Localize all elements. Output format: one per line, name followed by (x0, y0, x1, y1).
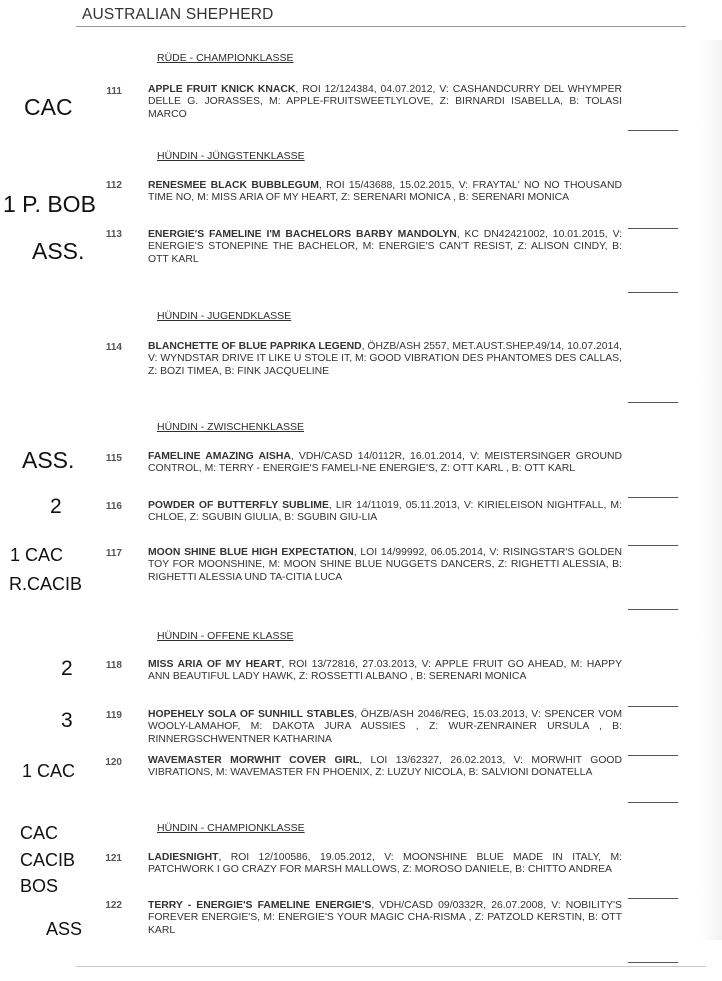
dog-name: WAVEMASTER MORWHIT COVER GIRL (148, 755, 360, 766)
dog-name: TERRY - ENERGIE'S FAMELINE ENERGIE'S (148, 900, 372, 911)
dog-name: HOPEHELY SOLA OF SUNHILL STABLES (148, 709, 355, 720)
dog-name: POWDER OF BUTTERFLY SUBLIME (148, 500, 329, 511)
dog-name: RENESMEE BLACK BUBBLEGUM (148, 180, 319, 191)
dog-details: , LOI 13/62327, 26.02.2013, V: MORWHIT GOOD VIBRATIONS, M: WAVEMASTER FN PHOENIX, Z: LUZUY NICOLA, B: SALVIONI DONATELLA (148, 755, 622, 779)
award-annotation: ASS (46, 919, 83, 939)
entry-number: 116 (105, 501, 122, 512)
dog-details: , ROI 12/100586, 19.05.2012, V: MOONSHINE BLUE MADE IN ITALY, M: PATCHWORK I GO CRAZY FOR MARSH MALLOWS, Z: MOROSO DANIELE, B: CHITTO ANDREA (148, 852, 622, 876)
placement-blank (628, 402, 678, 403)
dog-entry (148, 341, 622, 378)
breed-title: AUSTRALIAN SHEPHERD (82, 6, 274, 23)
section-heading: RÜDE - CHAMPIONKLASSE (157, 52, 294, 64)
section-heading: HÜNDIN - OFFENE KLASSE (157, 630, 294, 642)
dog-entry (148, 451, 622, 476)
award-annotation: 2 (61, 657, 73, 680)
award-annotation: CAC (24, 94, 73, 120)
award-annotation: R.CACIB (9, 574, 83, 594)
dog-entry (148, 180, 622, 205)
section-heading: HÜNDIN - CHAMPIONKLASSE (157, 822, 305, 834)
award-annotation: 3 (61, 709, 73, 732)
placement-blank (628, 706, 678, 707)
placement-blank (628, 545, 678, 546)
dog-entry (148, 755, 622, 780)
dog-details: , ÖHZB/ASH 2557, MET.AUST.SHEP.49/14, 10.07.2014, V: WYNDSTAR DRIVE IT LIKE U STOLE IT, M: GOOD VIBRATION DES PHANTOMES DES CALLAS, Z: BOZI TIMEA, B: FINK JACQUELINE (148, 341, 622, 377)
placement-blank (628, 962, 678, 963)
award-annotation: CACIB (20, 850, 76, 870)
section-heading: HÜNDIN - JUGENDKLASSE (157, 310, 292, 322)
dog-entry (148, 229, 622, 266)
bottom-rule (76, 966, 706, 967)
entry-number: 111 (106, 86, 122, 97)
dog-details: , VDH/CASD 09/0332R, 26.07.2008, V: NOBILITY'S FOREVER ENERGIE'S, M: ENERGIE'S YOUR MAGIC CHA-RISMA , Z: PATZOLD KERSTIN, B: OTT KARL (148, 900, 622, 936)
placement-blank (628, 898, 678, 899)
dog-details: , KC DN42421002, 10.01.2015, V: ENERGIE'S STONEPINE THE BACHELOR, M: ENERGIE'S CAN'T RESIST, Z: ALISON CINDY, B: OTT KARL (148, 229, 622, 265)
placement-blank (628, 497, 678, 498)
entry-number: 121 (105, 853, 122, 864)
entry-number: 115 (105, 453, 122, 464)
placement-blank (628, 802, 678, 803)
entry-number: 122 (105, 900, 122, 911)
entry-number: 120 (105, 757, 122, 768)
entry-number: 117 (105, 548, 122, 559)
award-annotation: 2 (50, 495, 62, 518)
entry-number: 118 (105, 660, 122, 671)
dog-name: BLANCHETTE OF BLUE PAPRIKA LEGEND (148, 341, 362, 352)
dog-details: , ROI 13/72816, 27.03.2013, V: APPLE FRUIT GO AHEAD, M: HAPPY ANN BEAUTIFUL LADY HAWK, Z: ROSSETTI ALBANO , B: SERENARI MONICA (148, 659, 622, 683)
dog-details: , ÖHZB/ASH 2046/REG, 15.03.2013, V: SPENCER VOM WOOLY-LAMAHOF, M: DAKOTA JURA AUSSIES , Z: WUR-ZENRAINER URSULA , B: RINNERGSCHWENTNER KATHARINA (148, 709, 622, 745)
entry-number: 113 (105, 229, 122, 240)
award-annotation: CAC (20, 823, 59, 843)
section-heading: HÜNDIN - JÜNGSTENKLASSE (157, 150, 305, 162)
dog-details: , VDH/CASD 14/0112R, 16.01.2014, V: MEISTERSINGER GROUND CONTROL, M: TERRY - ENERGIE'S FAMELI-NE ENERGIE'S, Z: OTT KARL , B: OTT KARL (148, 451, 622, 475)
award-annotation: ASS. (32, 238, 85, 264)
dog-entry (148, 709, 622, 746)
award-annotation: 1 CAC (22, 761, 76, 781)
award-annotation: ASS. (22, 447, 75, 473)
dog-entry (148, 852, 622, 877)
entry-number: 112 (105, 180, 122, 191)
placement-blank (628, 228, 678, 229)
dog-entry (148, 659, 622, 684)
dog-entry (148, 500, 622, 525)
header-rule (76, 26, 686, 27)
dog-name: FAMELINE AMAZING AISHA (148, 451, 291, 462)
entry-number: 119 (105, 710, 122, 721)
dog-name: MOON SHINE BLUE HIGH EXPECTATION (148, 547, 354, 558)
dog-name: LADIESNIGHT (148, 852, 219, 863)
section-heading: HÜNDIN - ZWISCHENKLASSE (157, 421, 305, 433)
dog-details: , ROI 12/124384, 04.07.2012, V: CASHANDCURRY DEL WHYMPER DELLE G. JORASSES, M: APPLE-FRUITSWEETLYLOVE, Z: BIRNARDI ISABELLA, B: TOLASI MARCO (148, 84, 623, 120)
award-annotation: 1 P. BOB (3, 191, 96, 217)
entry-number: 114 (105, 342, 122, 353)
scan-edge-shadow (700, 40, 722, 940)
dog-details: , LOI 14/99992, 06.05.2014, V: RISINGSTAR'S GOLDEN TOY FOR MOONSHINE, M: MOON SHINE BLUE NUGGETS DANCERS, Z: RIGHETTI ALESSIA, B: RIGHETTI ALESSIA UND TA-CITIA LUCA (148, 547, 622, 583)
dog-details: , ROI 15/43688, 15.02.2015, V: FRAYTAL' NO NO THOUSAND TIME NO, M: MISS ARIA OF MY HEART, Z: SERENARI MONICA , B: SERENARI MONICA (148, 180, 622, 204)
placement-blank (628, 130, 678, 131)
award-annotation: 1 CAC (10, 545, 64, 565)
award-annotation: BOS (20, 876, 59, 896)
dog-entry (148, 547, 622, 584)
dog-entry (148, 900, 622, 937)
dog-details: , LIR 14/11019, 05.11.2013, V: KIRIELEISON NIGHTFALL, M: CHLOE, Z: SGUBIN GIULIA, B: SGUBIN GIU-LIA (148, 500, 622, 524)
dog-entry (148, 84, 622, 121)
dog-name: ENERGIE'S FAMELINE I'M BACHELORS BARBY MANDOLYN (148, 229, 457, 240)
dog-name: MISS ARIA OF MY HEART (148, 659, 282, 670)
placement-blank (628, 755, 678, 756)
placement-blank (628, 609, 678, 610)
placement-blank (628, 292, 678, 293)
dog-name: APPLE FRUIT KNICK KNACK (148, 84, 296, 95)
